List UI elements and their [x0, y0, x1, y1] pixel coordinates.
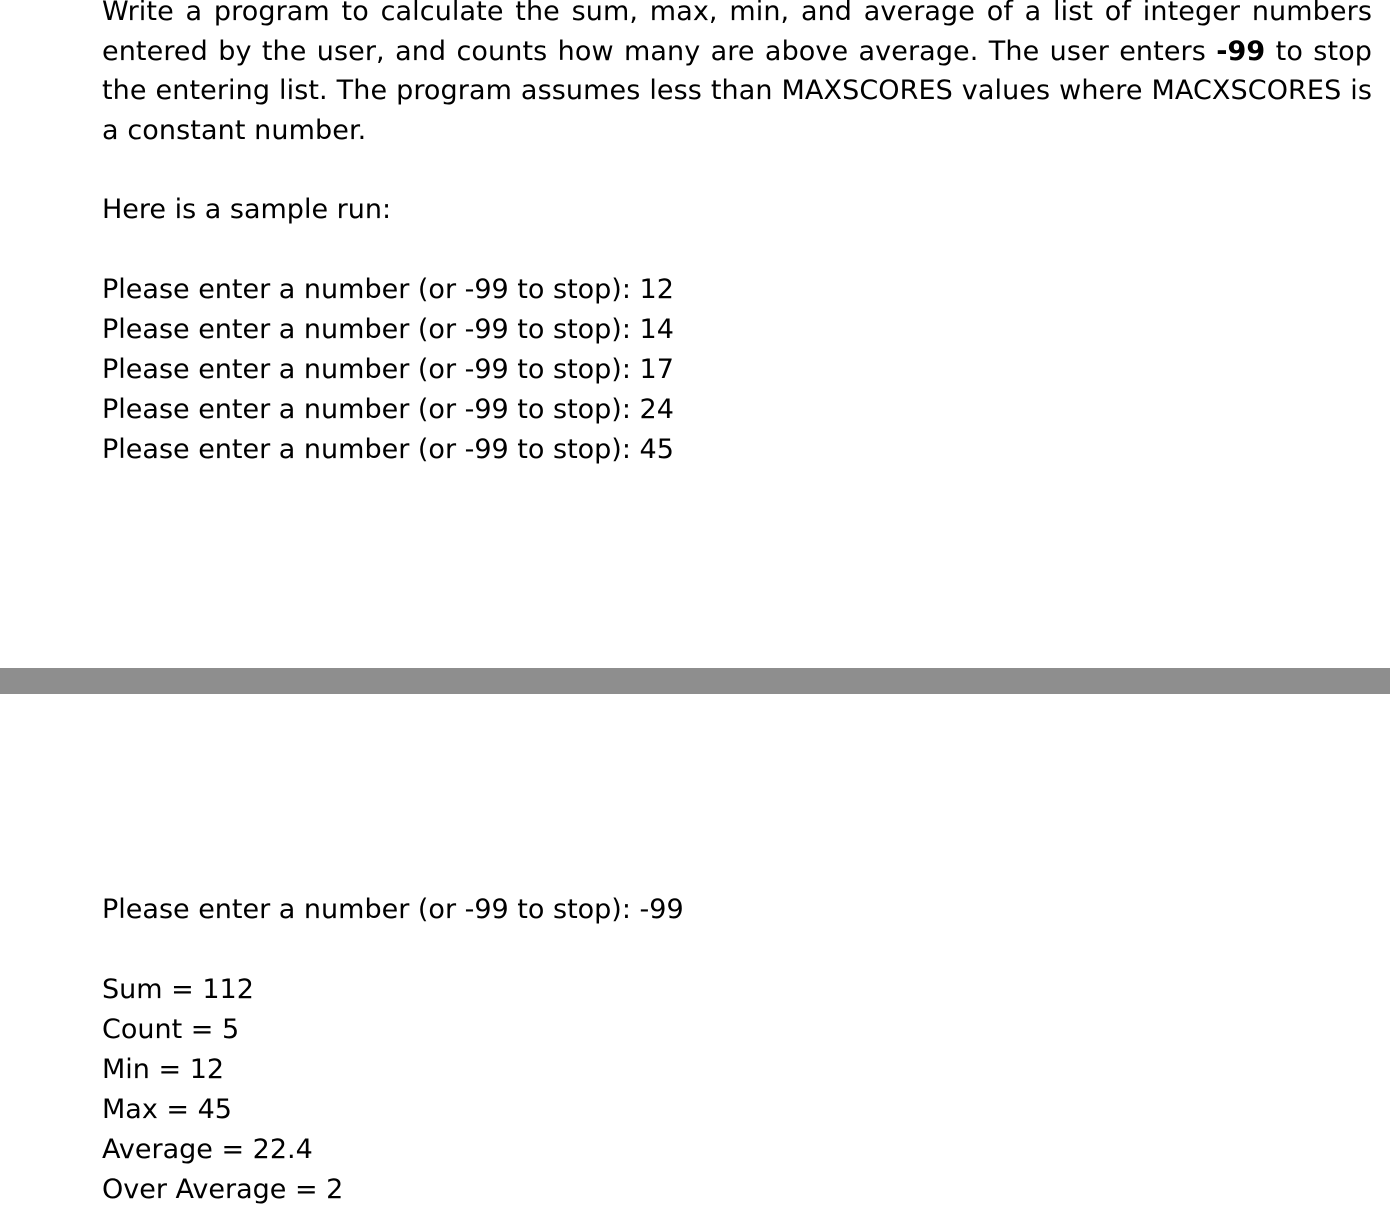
prompt-line: Please enter a number (or -99 to stop): 17	[102, 354, 674, 385]
page-one	[102, 0, 1372, 470]
result-min: Min = 12	[102, 1054, 225, 1085]
blank-line	[102, 150, 1372, 190]
prompt-line: Please enter a number (or -99 to stop): 14	[102, 314, 674, 345]
result-count: Count = 5	[102, 1014, 240, 1045]
sample-run-heading: Here is a sample run:	[102, 194, 392, 225]
result-average: Average = 22.4	[102, 1134, 313, 1165]
prompt-line: Please enter a number (or -99 to stop): 12	[102, 274, 674, 305]
result-sum: Sum = 112	[102, 974, 254, 1005]
page-break-divider	[0, 668, 1390, 694]
problem-statement	[102, 0, 1372, 150]
blank-line	[102, 230, 1372, 270]
prompt-line: Please enter a number (or -99 to stop): 24	[102, 394, 674, 425]
result-max: Max = 45	[102, 1094, 232, 1125]
problem-text-before-bold: Write a program to calculate the sum, max, min, and average of a list of integer numbers entered by the user, and counts how many are above average. The user enters	[102, 0, 1372, 67]
blank-line	[102, 930, 1372, 970]
page-two	[102, 890, 1372, 1210]
prompt-line-stop: Please enter a number (or -99 to stop): -99	[102, 894, 684, 925]
problem-bold-sentinel: -99	[1216, 35, 1266, 67]
prompt-line: Please enter a number (or -99 to stop): 45	[102, 434, 674, 465]
problem-text-after-bold: to stop the entering list. The program assumes less than MAXSCORES values where MACXSCORES is a constant number.	[102, 35, 1372, 146]
result-over-average: Over Average = 2	[102, 1174, 344, 1205]
